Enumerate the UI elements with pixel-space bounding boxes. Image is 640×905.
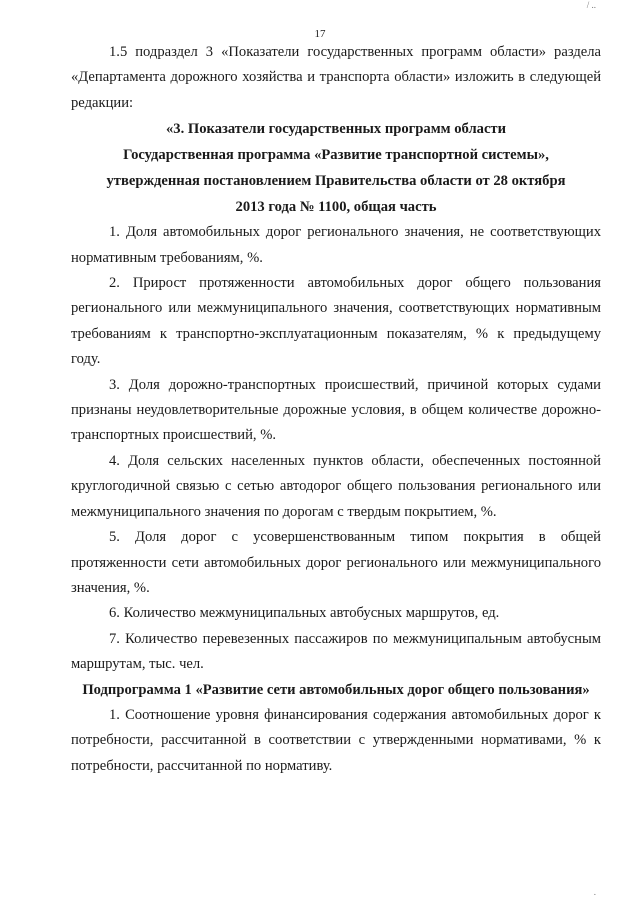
indicator-item: 1. Доля автомобильных дорог регионального значения, не соответствующих нормативным требованиям, %. xyxy=(71,224,601,266)
indicator-item: 7. Количество перевезенных пассажиров по межмуниципальным автобусным маршрутам, тыс. чел. xyxy=(71,630,601,673)
scan-mark-bottom: . xyxy=(593,887,596,897)
indicator-item: 5. Доля дорог с усовершенствованным типом покрытия в общей протяженности сети автомобильных дорог регионального или межмуниципального значения, %. xyxy=(71,529,601,596)
section-heading-line: «3. Показатели государственных программ области xyxy=(165,121,507,138)
subprogram-indicator-item: 1. Соотношение уровня финансирования содержания автомобильных дорог к потребности, рассчитанной в соответствии с утвержденными нормативами, % к потребности, рассчитанной по нормативу. xyxy=(71,706,601,774)
section-heading-line: утвержденная постановлением Правительства области от 28 октября xyxy=(106,173,566,190)
indicator-item: 2. Прирост протяженности автомобильных дорог общего пользования регионального или межмуниципального значения, соответствующих нормативным требованиям к транспортно-эксплуатационным показателям, % к предыдущему году. xyxy=(71,275,601,368)
section-heading xyxy=(71,116,601,220)
indicator-item: 4. Доля сельских населенных пунктов области, обеспеченных постоянной круглогодичной связью с сетью автодорог общего пользования регионального или межмуниципального значения по дорогам с твердым покрытием, %. xyxy=(71,452,601,520)
scan-mark-top: / .. xyxy=(586,0,596,10)
intro-paragraph: 1.5 подраздел 3 «Показатели государственных программ области» раздела «Департамента дорожного хозяйства и транспорта области» изложить в следующей редакции: xyxy=(71,44,601,111)
indicator-item: 6. Количество межмуниципальных автобусных маршрутов, ед. xyxy=(109,605,500,622)
page-number: 17 xyxy=(314,28,326,40)
subprogram-heading: Подпрограмма 1 «Развитие сети автомобильных дорог общего пользования» xyxy=(82,681,590,698)
indicator-item: 3. Доля дорожно-транспортных происшествий, причиной которых судами признаны неудовлетворительные дорожные условия, в общем количестве дорожно-транспортных происшествий, %. xyxy=(71,376,601,444)
section-heading-line: 2013 года № 1100, общая часть xyxy=(235,199,437,216)
document-body xyxy=(71,40,601,779)
section-heading-line: Государственная программа «Развитие транспортной системы», xyxy=(123,147,549,164)
